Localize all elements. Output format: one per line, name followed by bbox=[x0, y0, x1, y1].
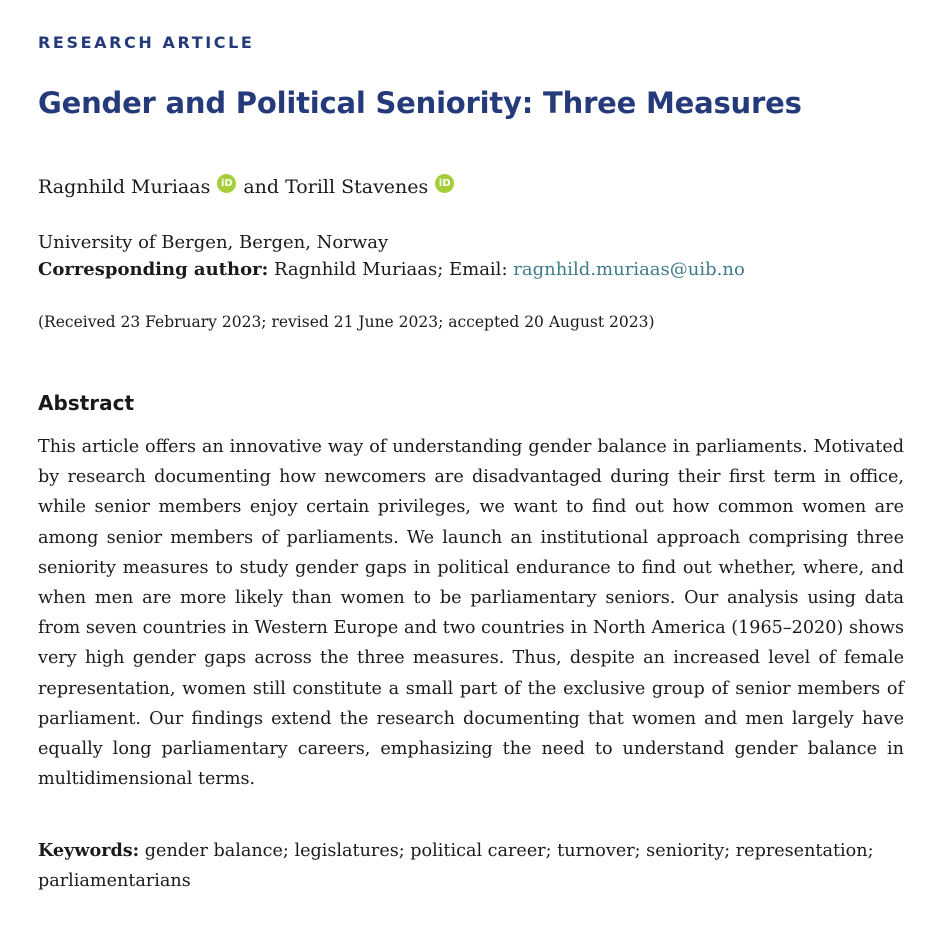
keywords bbox=[38, 836, 904, 896]
keywords-label: Keywords: bbox=[38, 840, 140, 861]
corresponding-label: Corresponding author: bbox=[38, 259, 269, 280]
author-conjunction: and bbox=[243, 176, 280, 198]
affiliation-block bbox=[38, 229, 745, 283]
author-line bbox=[38, 176, 454, 198]
publication-dates: (Received 23 February 2023; revised 21 June 2023; accepted 20 August 2023) bbox=[38, 313, 655, 331]
orcid-icon[interactable]: iD bbox=[217, 174, 236, 193]
article-title: Gender and Political Seniority: Three Measures bbox=[38, 86, 802, 120]
email-link[interactable]: ragnhild.muriaas@uib.no bbox=[513, 259, 745, 280]
author-name[interactable]: Torill Stavenes bbox=[285, 176, 429, 198]
abstract-text: This article offers an innovative way of understanding gender balance in parliaments. Motivated by research documenting how newcomers are disadvantaged during their first term in office, while senior members enjoy certain privileges, we want to find out how common women are among senior members of parliaments. We launch an institutional approach comprising three seniority measures to study gender gaps in political endurance to find out whether, where, and when men are more likely than women to be parliamentary seniors. Our analysis using data from seven countries in Western Europe and two countries in North America (1965–2020) shows very high gender gaps across the three measures. Thus, despite an increased level of female representation, women still constitute a small part of the exclusive group of senior members of parliament. Our findings extend the research documenting that women and men largely have equally long parliamentary careers, emphasizing the need to understand gender balance in multidimensional terms. bbox=[38, 437, 904, 790]
author-name[interactable]: Ragnhild Muriaas bbox=[38, 176, 211, 198]
institution: University of Bergen, Bergen, Norway bbox=[38, 232, 389, 253]
corresponding-author bbox=[38, 256, 745, 283]
section-label: RESEARCH ARTICLE bbox=[38, 33, 255, 52]
abstract-heading: Abstract bbox=[38, 391, 135, 415]
corresponding-name: Ragnhild Muriaas; Email: bbox=[273, 259, 508, 280]
orcid-icon[interactable]: iD bbox=[435, 174, 454, 193]
keywords-list: gender balance; legislatures; political career; turnover; seniority; representation; parliamentarians bbox=[38, 841, 874, 891]
